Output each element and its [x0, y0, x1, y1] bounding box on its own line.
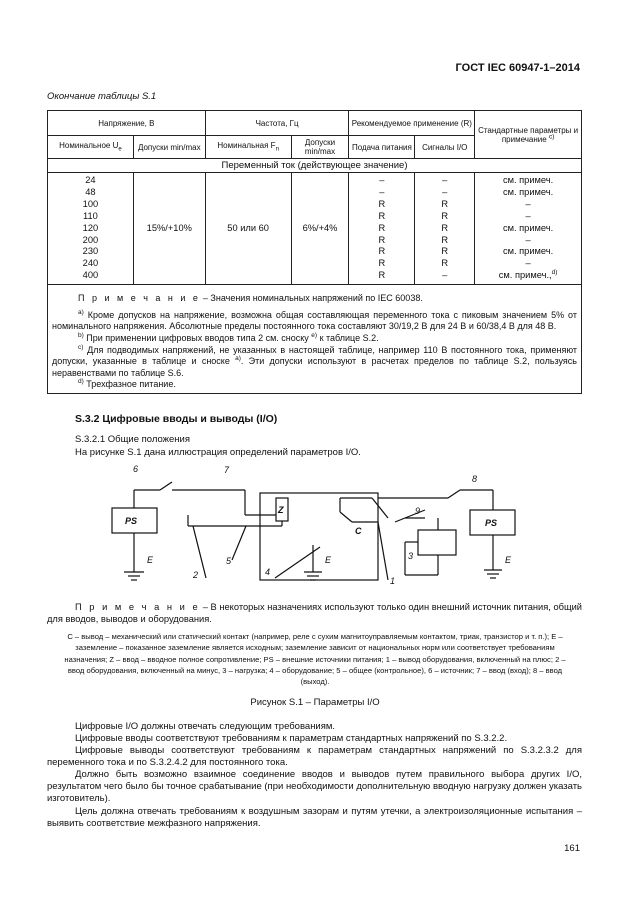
cell-freq-tolerance: 6%/+4%	[291, 173, 349, 285]
body-paragraph-4: Должно быть возможно взаимное соединение вводов и выводов путем правильного выбора других I/O, результатом чего было бы точное срабатывание (при необходимости дополнительную вводную нагрузку должен указать изготовитель).	[47, 769, 582, 804]
voltage-table	[47, 110, 582, 394]
fig-label-1: 1	[390, 576, 396, 586]
table-section-label: Переменный ток (действующее значение)	[48, 159, 582, 173]
cell-frequency: 50 или 60	[205, 173, 291, 285]
fig-label-4: 4	[265, 567, 271, 577]
page-number: 161	[564, 843, 580, 854]
contact-switch	[372, 498, 388, 518]
th-tolerance-freq: Допуски min/max	[291, 136, 349, 159]
th-voltage: Напряжение, В	[48, 111, 206, 136]
figure-note: П р и м е ч а н и е – В некоторых назначениях используют только один внешний источник питания, общий для вводов, выводов и оборудования.	[47, 602, 582, 624]
th-standard-params: Стандартные параметры и примечание $^{c)}$	[475, 111, 582, 159]
document-header: ГОСТ IEC 60947-1–2014	[455, 62, 580, 74]
fig-label-8: 8	[472, 474, 478, 484]
switch-6	[160, 482, 172, 490]
th-nominal-voltage: Номинальное $U_e$	[48, 136, 134, 159]
th-signals: Сигналы I/O	[415, 136, 475, 159]
subsection-title: S.3.2.1 Общие положения	[75, 434, 191, 445]
fig-label-5: 5	[226, 556, 232, 566]
fig-label-7: 7	[224, 465, 230, 475]
io-diagram	[0, 460, 630, 600]
th-frequency: Частота, Гц	[205, 111, 349, 136]
fig-label-6: 6	[133, 464, 139, 474]
fig-label-ps-right: PS	[485, 518, 498, 528]
col-signals: – – R R R R R R –	[415, 173, 475, 285]
col-standard: см. примеч. см. примеч. – – см. примеч. – см. примеч. – см. примеч.,$^{d)}$	[475, 173, 582, 285]
table-notes	[48, 285, 582, 394]
fig-label-9: 9	[415, 506, 421, 516]
th-supply: Подача питания	[349, 136, 415, 159]
fig-label-2: 2	[193, 570, 199, 580]
figure-legend: C – вывод – механический или статический контакт (например, реле с сухим магнитоуправляемым контактом, триак, транзистор и т. п.); E – заземление – показанное заземление является исходным; заземление зависит от национальных норм или соответствует требованиям назначения; Z – ввод – вводное полное сопротивление; PS – внешние источники питания; 1 – вывод оборудования, включенный на плюс; 2 – ввод оборудования, включенный на минус, 3 – нагрузка; 4 – оборудование; 5 – общее (контрольное), 6 – источник; 7 – ввод (вход); 8 – ввод (выход).	[64, 632, 566, 687]
body-paragraph-5: Цель должна отвечать требованиям к воздушным зазорам и путям утечки, а электроизоляционные испытания – выявить соответствие межфазного напряжения.	[47, 806, 582, 829]
col-supply: – – R R R R R R R	[349, 173, 415, 285]
cell-tolerance: 15%/+10%	[133, 173, 205, 285]
section-heading: S.3.2 Цифровые вводы и выводы (I/O)	[75, 413, 278, 425]
fig-label-c: C	[355, 526, 362, 536]
footnote-d: $^{d)}$ Трехфазное питание.	[78, 378, 176, 390]
intro-text: На рисунке S.1 дана иллюстрация определений параметров I/O.	[75, 447, 361, 458]
fig-label-e-right: E	[505, 555, 512, 565]
body-paragraph-3: Цифровые выводы соответствуют требованиям к параметрам стандартных напряжений по S.3.2.3.2 для переменного тока и по S.3.2.4.2 для постоянного тока.	[47, 745, 582, 768]
load-box	[418, 530, 456, 555]
body-paragraph-2: Цифровые вводы соответствуют требованиям к параметрам стандартных напряжений по S.3.2.2.	[75, 733, 508, 744]
fig-label-ps-left: PS	[125, 516, 138, 526]
th-recommended: Рекомендуемое применение (R)	[349, 111, 475, 136]
footnote-b: $^{b)}$ При применении цифровых вводов типа 2 см. сноску $^{e)}$ к таблице S.2.	[78, 331, 379, 343]
fig-label-z: Z	[278, 505, 284, 515]
figure-caption: Рисунок S.1 – Параметры I/O	[250, 697, 380, 708]
footnote-a: $^{a)}$ Кроме допусков на напряжение, возможна общая составляющая переменного тока с пиковым значением 5% от номинального напряжения. Абсолютные пределы постоянного тока составляют 30/19,2 В для 24 В и 60/38,4 В для 48 В.	[52, 308, 577, 332]
th-tolerance-voltage: Допуски min/max	[133, 136, 205, 159]
th-nominal-freq: Номинальная $F_n$	[205, 136, 291, 159]
fig-label-e-left: E	[147, 555, 154, 565]
fig-label-3: 3	[408, 551, 414, 561]
body-paragraph-1: Цифровые I/O должны отвечать следующим требованиям.	[75, 721, 336, 732]
table-caption: Окончание таблицы S.1	[47, 91, 157, 102]
col-voltages: 24 48 100 110 120 200 230 240 400	[48, 173, 134, 285]
fig-label-e-mid: E	[325, 555, 332, 565]
footnote-c: $^{c)}$ Для подводимых напряжений, не указанных в настоящей таблице, например 110 В постоянного тока, применяют допуски, указанные в таблице и сноске $^{a)}$. Эти допуски используют в расчетах пределов по таблице S.2, пользуясь неравенствами по таблице S.6.	[52, 343, 577, 378]
note-main: П р и м е ч а н и е – Значения номинальных напряжений по IEC 60038.	[78, 293, 423, 304]
